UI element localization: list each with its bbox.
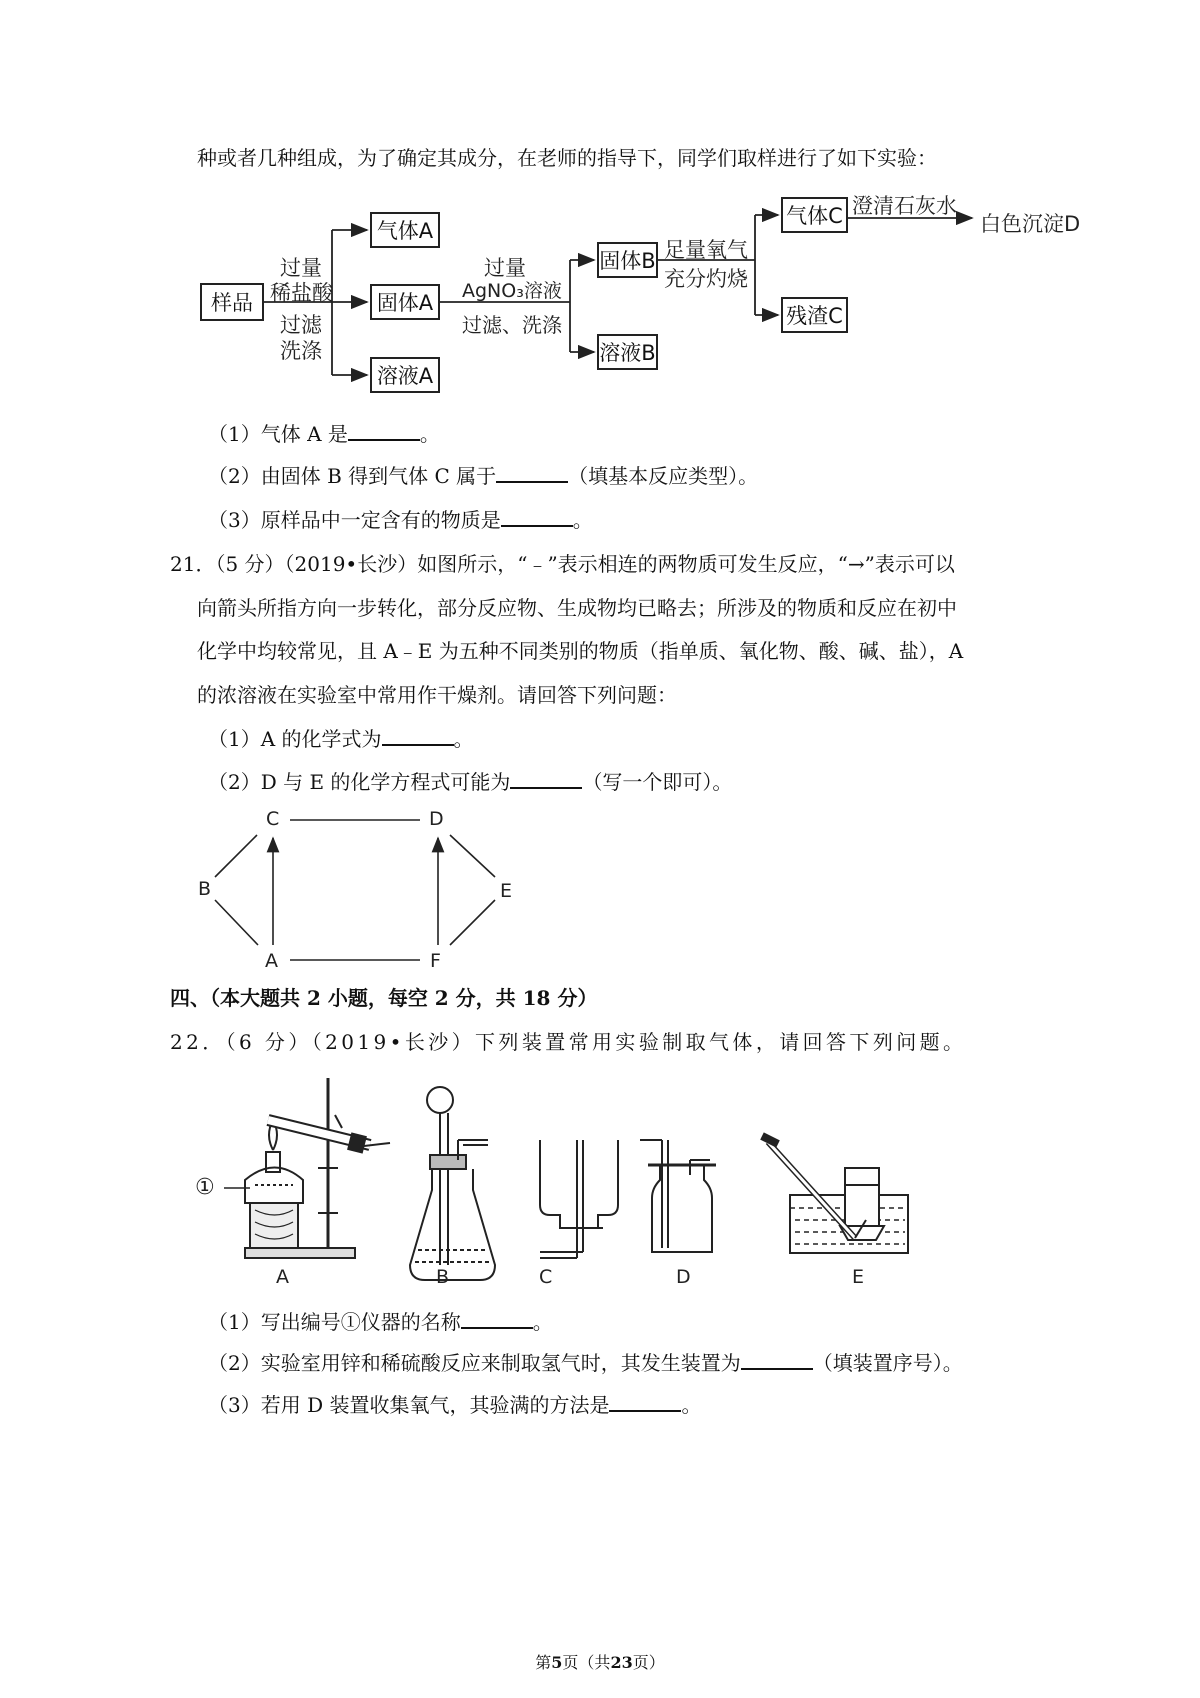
flow-box-solid-b: 固体B xyxy=(597,242,658,278)
q22-part1: （1）写出编号①仪器的名称 。 xyxy=(208,1310,553,1334)
q20-part3: （3）原样品中一定含有的物质是 。 xyxy=(208,508,593,532)
q21-network xyxy=(215,820,495,960)
q22-part2: （2）实验室用锌和稀硫酸反应来制取氢气时，其发生装置为 （填装置序号）。 xyxy=(208,1351,963,1375)
apparatus-a-drawing xyxy=(224,1078,390,1258)
flow-box-solid-a: 固体A xyxy=(370,284,440,320)
apparatus-e-drawing xyxy=(762,1136,908,1253)
apparatus-marker: ① xyxy=(195,1175,215,1200)
flow-box-gas-a: 气体A xyxy=(370,212,440,248)
q20-part1: （1）气体 A 是 。 xyxy=(208,422,440,446)
q22-line1: 22．（6 分）（2019•长沙）下列装置常用实验制取气体，请回答下列问题。 xyxy=(170,1030,967,1054)
q22-part3: （3）若用 D 装置收集氧气，其验满的方法是 。 xyxy=(208,1393,702,1417)
node-c: C xyxy=(266,808,280,830)
page-number: 5 xyxy=(551,1653,563,1672)
page-total: 23 xyxy=(610,1653,633,1672)
flow-box-gas-c: 气体C xyxy=(781,197,848,233)
node-b: B xyxy=(198,878,212,900)
q21-part2: （2）D 与 E 的化学方程式可能为 （写一个即可）。 xyxy=(208,770,733,794)
flow-step3-top: 足量氧气 xyxy=(664,238,748,262)
q20-answer3-blank[interactable] xyxy=(501,507,573,527)
q21-answer1-blank[interactable] xyxy=(382,726,454,746)
q21-line4: 的浓溶液在实验室中常用作干燥剂。请回答下列问题： xyxy=(197,683,677,707)
q21-answer2-blank[interactable] xyxy=(510,769,582,789)
apparatus-label-a: A xyxy=(276,1266,289,1288)
q20-answer1-blank[interactable] xyxy=(348,421,420,441)
flow-step2-top-1: 过量 xyxy=(484,256,526,280)
node-a: A xyxy=(265,950,278,972)
q22-answer3-blank[interactable] xyxy=(609,1392,681,1412)
q21-part1: （1）A 的化学式为 。 xyxy=(208,727,474,751)
flow-step2-top-2: AgNO₃溶液 xyxy=(462,280,562,302)
section4-heading: 四、（本大题共 2 小题，每空 2 分，共 18 分） xyxy=(170,986,598,1010)
apparatus-label-c: C xyxy=(539,1266,553,1288)
flow-precipitate-d: 白色沉淀D xyxy=(980,212,1081,236)
flow-step1-top-2: 稀盐酸 xyxy=(270,281,333,305)
flow-step4: 澄清石灰水 xyxy=(852,194,957,218)
apparatus-label-d: D xyxy=(676,1266,691,1288)
flow-box-solution-a: 溶液A xyxy=(370,357,440,393)
flow-step3-bottom: 充分灼烧 xyxy=(664,267,748,291)
flow-box-residue-c: 残渣C xyxy=(781,297,848,333)
intro-line: 种或者几种组成，为了确定其成分，在老师的指导下，同学们取样进行了如下实验： xyxy=(197,146,937,170)
flow-box-solution-b: 溶液B xyxy=(597,334,658,370)
page-footer: 第5页（共23页） xyxy=(535,1653,665,1672)
node-f: F xyxy=(430,950,441,972)
flow-step1-bottom-1: 过滤 xyxy=(280,313,322,337)
node-d: D xyxy=(429,808,444,830)
q21-line2: 向箭头所指方向一步转化，部分反应物、生成物均已略去；所涉及的物质和反应在初中 xyxy=(197,596,957,620)
q21-line3: 化学中均较常见，且 A﹣E 为五种不同类别的物质（指单质、氧化物、酸、碱、盐），A xyxy=(197,639,964,663)
q20-part2: （2）由固体 B 得到气体 C 属于 （填基本反应类型）。 xyxy=(208,464,759,488)
apparatus-d-drawing xyxy=(640,1140,716,1252)
apparatus-b-drawing xyxy=(410,1087,495,1280)
apparatus-label-e: E xyxy=(852,1266,865,1288)
flow-step1-bottom-2: 洗涤 xyxy=(280,339,322,363)
flow-step2-bottom: 过滤、洗涤 xyxy=(462,313,562,337)
q22-answer1-blank[interactable] xyxy=(461,1309,533,1329)
q20-answer2-blank[interactable] xyxy=(496,463,568,483)
apparatus-c-drawing xyxy=(540,1140,618,1258)
q21-line1: 21．（5 分）（2019•长沙）如图所示，“﹣”表示相连的两物质可发生反应，“→”表示可以 xyxy=(170,552,955,576)
flow-step1-top-1: 过量 xyxy=(280,256,322,280)
node-e: E xyxy=(500,880,513,902)
flow-box-sample: 样品 xyxy=(200,283,264,321)
q22-answer2-blank[interactable] xyxy=(741,1350,813,1370)
apparatus-label-b: B xyxy=(436,1266,450,1288)
